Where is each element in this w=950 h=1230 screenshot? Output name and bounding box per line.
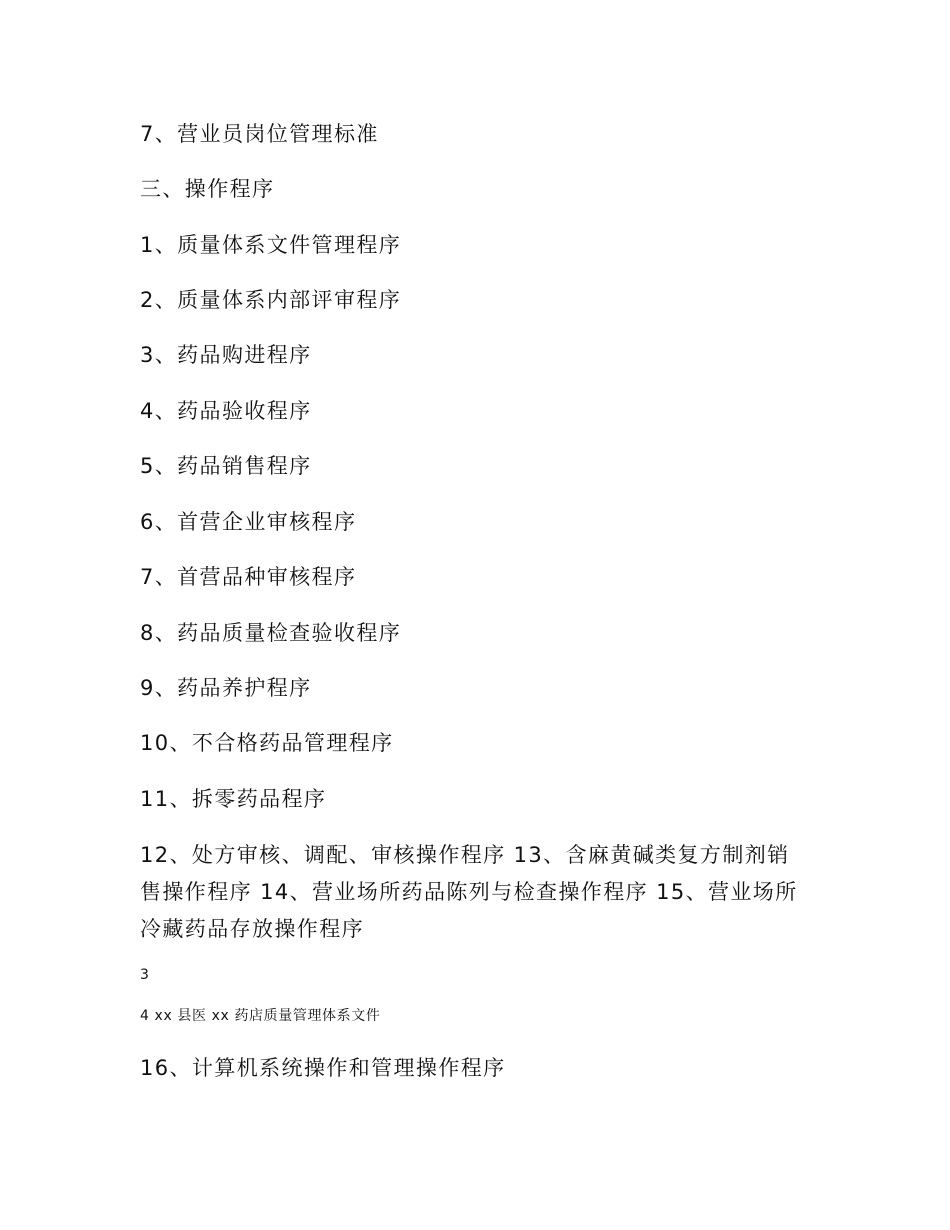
page-number: 3 xyxy=(140,967,150,983)
running-header: 4 xx 县医 xx 药店质量管理体系文件 xyxy=(140,1008,381,1024)
text-line: 8、药品质量检查验收程序 xyxy=(140,621,402,645)
text-line: 3、药品购进程序 xyxy=(140,343,312,367)
text-line: 10、不合格药品管理程序 xyxy=(140,731,394,755)
text-line: 5、药品销售程序 xyxy=(140,454,312,478)
text-line: 7、首营品种审核程序 xyxy=(140,565,357,589)
text-line: 11、拆零药品程序 xyxy=(140,787,327,811)
text-line: 4、药品验收程序 xyxy=(140,399,312,423)
section-heading: 三、操作程序 xyxy=(140,177,275,201)
text-line: 7、营业员岗位管理标准 xyxy=(140,122,379,146)
text-line: 2、质量体系内部评审程序 xyxy=(140,288,402,312)
text-line: 16、计算机系统操作和管理操作程序 xyxy=(140,1056,506,1080)
text-line: 1、质量体系文件管理程序 xyxy=(140,233,402,257)
text-paragraph: 12、处方审核、调配、审核操作程序 13、含麻黄碱类复方制剂销售操作程序 14、营业场所药品陈列与检查操作程序 15、营业场所冷藏药品存放操作程序 xyxy=(140,843,798,941)
text-line: 6、首营企业审核程序 xyxy=(140,510,357,534)
text-line: 9、药品养护程序 xyxy=(140,676,312,700)
